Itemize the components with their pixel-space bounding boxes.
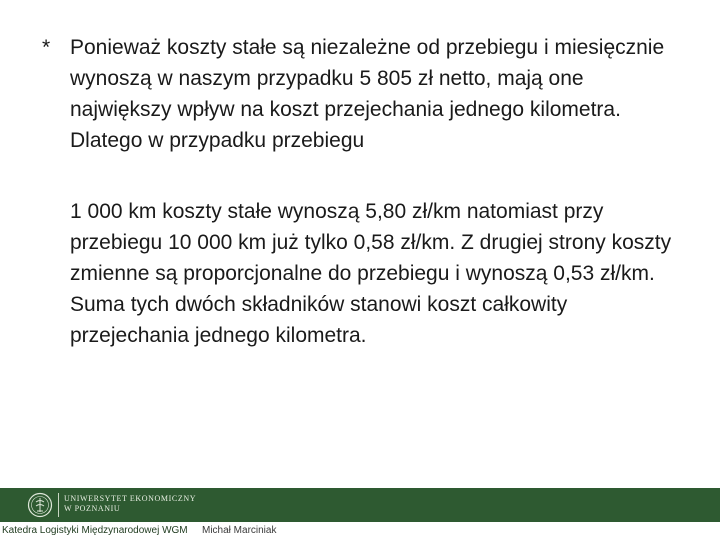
author-name: Michał Marciniak: [202, 525, 277, 536]
university-name-line2: W POZNANIU: [64, 504, 121, 513]
footer-separator: [58, 493, 59, 517]
bullet-marker: *: [42, 36, 51, 59]
university-crest-icon: [27, 492, 53, 518]
paragraph-fixed-costs: Ponieważ koszty stałe są niezależne od przebiegu i miesięcznie wynoszą w naszym przypadku 5 805 zł netto, mają one największy wpływ na koszt przejechania jednego kilometra. Dlatego w przypadku przebiegu: [70, 36, 665, 152]
university-name: [64, 494, 196, 514]
university-name-line1: UNIWERSYTET EKONOMICZNY: [64, 494, 197, 503]
footer-bar: [0, 488, 720, 522]
department-name: Katedra Logistyki Międzynarodowej WGM: [2, 525, 188, 536]
paragraph-cost-per-km: 1 000 km koszty stałe wynoszą 5,80 zł/km natomiast przy przebiegu 10 000 km już tylko 0,58 zł/km. Z drugiej strony koszty zmienne są proporcjonalne do przebiegu i wynoszą 0,53 zł/km. Suma tych dwóch składników stanowi koszt całkowity przejechania jednego kilometra.: [70, 200, 672, 347]
footer-credits: [0, 522, 720, 540]
slide-body: [42, 32, 692, 351]
